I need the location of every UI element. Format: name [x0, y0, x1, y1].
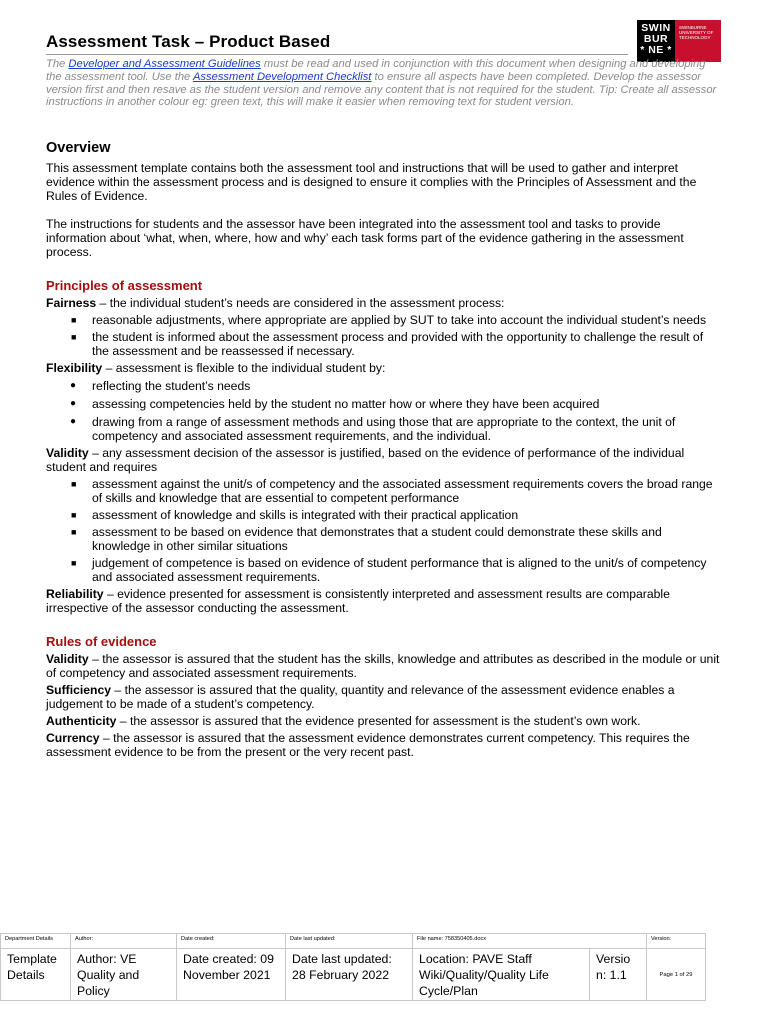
square-bullet-icon: ■ [71, 315, 77, 325]
validity-paragraph [46, 446, 720, 474]
flexibility-text: – assessment is flexible to the individual student by: [102, 361, 386, 375]
authenticity-term: Authenticity [46, 714, 117, 728]
logo-sub-3: TECHNOLOGY [679, 35, 711, 40]
rules-validity-text: – the assessor is assured that the student has the skills, knowledge and attributes as described in the module or unit of competency and associated assessment requirements. [46, 652, 720, 680]
fairness-list [46, 313, 720, 358]
overview-paragraph-1: This assessment template contains both the assessment tool and instructions that will be used to gather and interpret evidence within the assessment process and is designed to ensure it complies with the Principles of Assessment and the Rules of Evidence. [46, 161, 697, 203]
list-item [46, 477, 720, 505]
list-item [46, 525, 720, 553]
list-item-text: judgement of competence is based on evidence of student performance that is aligned to the unit/s of competency and associated assessment requirements. [92, 556, 707, 584]
list-item-text: assessing competencies held by the student no matter how or where they have been acquired [92, 397, 600, 411]
logo-sub-1: SWINBURNE [679, 25, 707, 30]
footer-label: Author: [71, 934, 177, 949]
footer-version: Version: 1.1 [590, 949, 647, 1001]
list-item [46, 330, 720, 358]
rules-heading: Rules of evidence [46, 634, 157, 649]
footer-label: Date last updated: [286, 934, 413, 949]
round-bullet-icon: ● [70, 380, 77, 391]
reliability-text: – evidence presented for assessment is consistently interpreted and assessment results are comparable irrespective of the assessor conducting the assessment. [46, 587, 670, 615]
footer-value-row [1, 949, 706, 1001]
swinburne-logo [637, 20, 721, 62]
validity-term: Validity [46, 446, 89, 460]
footer-date-created: Date created: 09 November 2021 [177, 949, 286, 1001]
document-title: Assessment Task – Product Based [46, 32, 331, 51]
square-bullet-icon: ■ [71, 479, 77, 489]
currency-text: – the assessor is assured that the assessment evidence demonstrates current competency. This requires the assessment evidence to be from the present or the very recent past. [46, 731, 690, 759]
flexibility-list [46, 379, 720, 443]
footer-table [0, 933, 706, 1001]
footer-label: Date created: [177, 934, 286, 949]
list-item [46, 556, 720, 584]
list-item [46, 379, 720, 393]
list-item-text: the student is informed about the assessment process and provided with the opportunity to challenge the result of the assessment and be reassessed if necessary. [92, 330, 704, 358]
intro-text-2: must be read and used in conjunction with this document when designing and developing the assessment tool. Use the [46, 58, 706, 83]
fairness-text: – the individual student’s needs are considered in the assessment process: [96, 296, 505, 310]
logo-line-3: * NE * [640, 44, 672, 56]
currency-term: Currency [46, 731, 100, 745]
intro-text-3: to ensure all aspects have been completed. Develop the assessor version first and then resave as the student version and remove any content that is not required for the student. Tip: Create all assessor instructions in another colour eg: green text, this will make it easier when removing text for student version. [46, 70, 717, 109]
footer-page-number: Page 1 of 29 [647, 949, 706, 1001]
flexibility-paragraph [46, 361, 720, 375]
list-item [46, 313, 720, 327]
square-bullet-icon: ■ [71, 527, 77, 537]
list-item [46, 508, 720, 522]
sufficiency-text: – the assessor is assured that the quality, quantity and relevance of the assessment evidence enables a judgement to be made of a student’s competency. [46, 683, 675, 711]
footer-label-row [1, 934, 706, 949]
footer-author: Author: VE Quality and Policy [71, 949, 177, 1001]
intro-text-1: The [46, 58, 69, 70]
development-checklist-link[interactable]: Assessment Development Checklist [192, 70, 372, 83]
list-item-text: reasonable adjustments, where appropriate are applied by SUT to take into account the individual student’s needs [92, 313, 707, 327]
rules-validity-term: Validity [46, 652, 89, 666]
currency-paragraph [46, 731, 720, 759]
principles-heading: Principles of assessment [46, 278, 203, 293]
list-item-text: assessment of knowledge and skills is integrated with their practical application [92, 508, 519, 522]
validity-list [46, 477, 720, 584]
reliability-term: Reliability [46, 587, 104, 601]
logo-red-block [675, 20, 721, 62]
footer-label: File name: 758350405.docx [413, 934, 647, 949]
authenticity-paragraph [46, 714, 720, 728]
flexibility-term: Flexibility [46, 361, 103, 375]
list-item-text: drawing from a range of assessment methods and using those that are appropriate to the context, the unit of competency and associated assessment requirements, and the individual. [92, 415, 676, 443]
square-bullet-icon: ■ [71, 510, 77, 520]
round-bullet-icon: ● [70, 398, 77, 409]
footer-template-details: Template Details [1, 949, 71, 1001]
footer-label: Version: [647, 934, 706, 949]
logo-line-2: BUR [643, 33, 669, 45]
logo-wordmark [637, 20, 675, 62]
list-item [46, 397, 720, 411]
overview-paragraph-2: The instructions for students and the assessor have been integrated into the assessment tool and tasks to provide information about ‘what, when, where, how and why’ each task forms part of the evidence gathering in the assessment process. [46, 217, 684, 259]
validity-text: – any assessment decision of the assessor is justified, based on the evidence of performance of the individual student and requires [46, 446, 685, 474]
reliability-paragraph [46, 587, 720, 615]
list-item [46, 415, 720, 443]
fairness-paragraph [46, 296, 720, 310]
list-item-text: reflecting the student’s needs [92, 379, 251, 393]
rules-validity-paragraph [46, 652, 720, 680]
square-bullet-icon: ■ [71, 558, 77, 568]
template-instructions [46, 58, 720, 109]
sufficiency-term: Sufficiency [46, 683, 112, 697]
square-bullet-icon: ■ [71, 332, 77, 342]
footer-location: Location: PAVE Staff Wiki/Quality/Quality Life Cycle/Plan [413, 949, 590, 1001]
round-bullet-icon: ● [70, 416, 77, 427]
list-item-text: assessment to be based on evidence that demonstrates that a student could demonstrate these skills and knowledge in other similar situations [92, 525, 662, 553]
list-item-text: assessment against the unit/s of competency and the associated assessment requirements covers the broad range of skills and knowledge that are essential to competent performance [92, 477, 713, 505]
developer-guidelines-link[interactable]: Developer and Assessment Guidelines [68, 58, 261, 70]
overview-heading: Overview [46, 140, 111, 156]
title-divider [46, 54, 628, 55]
footer-date-updated: Date last updated: 28 February 2022 [286, 949, 413, 1001]
fairness-term: Fairness [46, 296, 97, 310]
footer-label: Department Details [1, 934, 71, 949]
logo-line-1: SWIN [641, 22, 671, 34]
main-content [46, 141, 720, 759]
authenticity-text: – the assessor is assured that the evidence presented for assessment is the student’s own work. [116, 714, 641, 728]
sufficiency-paragraph [46, 683, 720, 711]
logo-sub-2: UNIVERSITY OF [679, 30, 714, 35]
